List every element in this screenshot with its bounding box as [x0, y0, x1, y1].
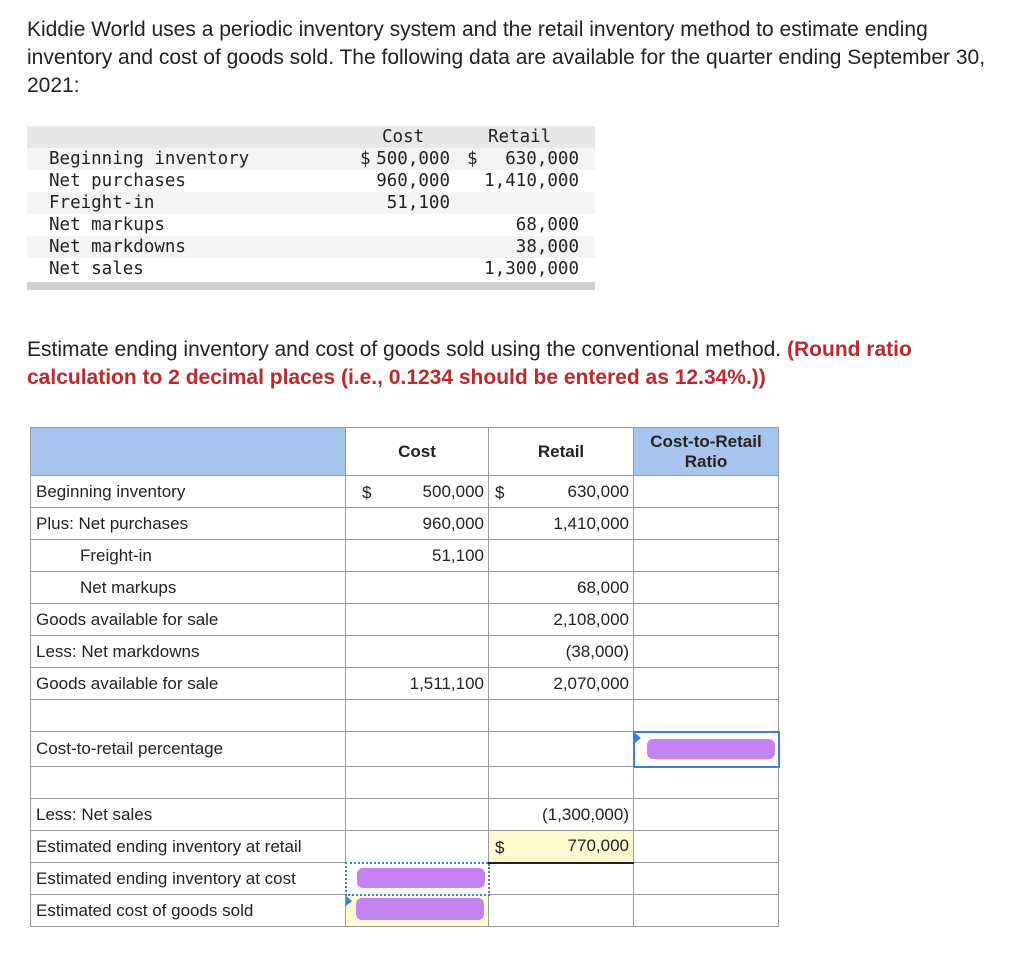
row-label: Goods available for sale: [31, 604, 346, 636]
given-cost-dollar: $: [360, 149, 371, 169]
given-retail-dollar: $: [467, 149, 478, 169]
retail-value: 770,000: [567, 836, 629, 856]
ratio-cell: [634, 799, 779, 831]
row-label: Less: Net sales: [31, 799, 346, 831]
given-row-label: Beginning inventory: [49, 149, 250, 169]
retail-cell: [489, 863, 634, 895]
cost-cell: [346, 636, 489, 668]
spacer-cell: [31, 767, 346, 799]
retail-cell: [489, 831, 634, 863]
row-label: Beginning inventory: [31, 476, 346, 508]
given-row: [27, 148, 595, 170]
given-row-label: Net markdowns: [49, 237, 186, 257]
ratio-cell: [634, 895, 779, 927]
given-cost-value: 51,100: [386, 193, 450, 213]
given-row: [27, 214, 595, 236]
row-label: Net markups: [31, 572, 346, 604]
header-cost: Cost: [346, 428, 489, 476]
ratio-cell: [634, 604, 779, 636]
ratio-cell: [634, 863, 779, 895]
given-row: [27, 258, 595, 280]
row-label: Estimated cost of goods sold: [31, 895, 346, 927]
given-row-label: Freight-in: [49, 193, 155, 213]
row-net-markups: [31, 572, 779, 604]
row-label: Less: Net markdowns: [31, 636, 346, 668]
row-label: Plus: Net purchases: [31, 508, 346, 540]
ratio-cell: [634, 831, 779, 863]
given-header-row: [27, 126, 595, 148]
retail-cell: 68,000: [489, 572, 634, 604]
ratio-cell: [634, 572, 779, 604]
row-net-sales: [31, 799, 779, 831]
cost-cell: [346, 732, 489, 767]
ei-cost-input[interactable]: [346, 863, 489, 895]
row-ei-cost: [31, 863, 779, 895]
given-row: [27, 170, 595, 192]
retail-cell: (1,300,000): [489, 799, 634, 831]
cost-cell: 51,100: [346, 540, 489, 572]
ratio-cell: [634, 540, 779, 572]
cost-cell: 1,511,100: [346, 668, 489, 700]
ratio-cell: [634, 508, 779, 540]
instruction-emphasis: (Round ratio calculation to 2 decimal places (i.e., 0.1234 should be entered as 12.34%.)): [27, 338, 912, 389]
ratio-cell: [634, 668, 779, 700]
cost-cell: [346, 799, 489, 831]
ratio-cell: [634, 476, 779, 508]
row-label: Cost-to-retail percentage: [31, 732, 346, 767]
row-label: Estimated ending inventory at cost: [31, 863, 346, 895]
given-retail-header: Retail: [488, 127, 552, 147]
cost-cell: 960,000: [346, 508, 489, 540]
row-cost-to-retail: [31, 732, 779, 767]
retail-cell: 1,410,000: [489, 508, 634, 540]
header-retail: Retail: [489, 428, 634, 476]
header-ratio: Cost-to-Retail Ratio: [634, 428, 779, 476]
row-label: Goods available for sale: [31, 668, 346, 700]
dollar-sign: $: [362, 483, 372, 502]
retail-value: 630,000: [567, 481, 629, 501]
retail-cell: [489, 732, 634, 767]
retail-cell: [489, 476, 634, 508]
retail-cell: [489, 540, 634, 572]
dollar-sign: $: [495, 483, 505, 502]
redaction-mark: [647, 739, 775, 759]
row-spacer: [31, 700, 779, 732]
given-row: [27, 236, 595, 258]
retail-cell: 2,070,000: [489, 668, 634, 700]
given-row-label: Net sales: [49, 259, 144, 279]
cost-cell: [346, 572, 489, 604]
problem-intro: Kiddie World uses a periodic inventory system and the retail inventory method to estimate ending inventory and cost of goods sold. The following data are available for the quarter ending September 30, 2021:: [27, 18, 986, 97]
row-label: Freight-in: [31, 540, 346, 572]
cost-value: 500,000: [422, 481, 484, 501]
given-retail-value: 38,000: [515, 237, 579, 257]
given-row: [27, 192, 595, 214]
cost-cell: [346, 476, 489, 508]
given-retail-value: 1,300,000: [484, 259, 579, 279]
spacer-cell: [31, 700, 346, 732]
spacer-cell: [346, 767, 489, 799]
instruction-text: [27, 336, 1024, 392]
row-net-purchases: [31, 508, 779, 540]
redaction-mark: [356, 898, 484, 920]
given-table-bottom-rule: [27, 282, 595, 290]
redaction-mark: [357, 868, 485, 888]
row-ei-retail: [31, 831, 779, 863]
cogs-input[interactable]: [346, 895, 489, 927]
given-cost-value: 960,000: [376, 171, 450, 191]
row-spacer: [31, 767, 779, 799]
retail-cell: 2,108,000: [489, 604, 634, 636]
given-retail-value: 630,000: [505, 149, 579, 169]
input-flag-icon: [346, 896, 352, 906]
given-cost-value: 500,000: [376, 149, 450, 169]
dollar-sign: $: [495, 838, 505, 857]
given-retail-value: 68,000: [515, 215, 579, 235]
given-row-label: Net markups: [49, 215, 165, 235]
spacer-cell: [489, 767, 634, 799]
row-beginning-inventory: [31, 476, 779, 508]
retail-cell: (38,000): [489, 636, 634, 668]
row-net-markdowns: [31, 636, 779, 668]
row-goods-available: [31, 604, 779, 636]
row-goods-available-adjusted: [31, 668, 779, 700]
row-label: Estimated ending inventory at retail: [31, 831, 346, 863]
instruction-normal: Estimate ending inventory and cost of goods sold using the conventional method.: [27, 338, 782, 361]
input-flag-icon: [635, 733, 641, 743]
spacer-cell: [634, 767, 779, 799]
answer-worksheet: [30, 427, 780, 927]
ratio-input[interactable]: [634, 732, 779, 767]
cost-cell: [346, 831, 489, 863]
given-row-label: Net purchases: [49, 171, 186, 191]
cost-cell: [346, 604, 489, 636]
worksheet-header-row: [31, 428, 779, 476]
ratio-cell: [634, 636, 779, 668]
given-retail-value: 1,410,000: [484, 171, 579, 191]
header-blank-cell: [31, 428, 346, 476]
spacer-cell: [346, 700, 489, 732]
retail-cell: [489, 895, 634, 927]
row-freight-in: [31, 540, 779, 572]
spacer-cell: [634, 700, 779, 732]
given-cost-header: Cost: [382, 127, 425, 147]
given-data-table: [27, 126, 595, 290]
spacer-cell: [489, 700, 634, 732]
row-cogs: [31, 895, 779, 927]
